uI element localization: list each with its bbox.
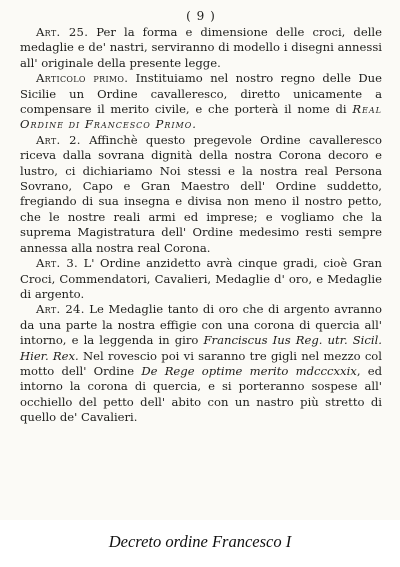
page-number: ( 9 ) xyxy=(186,9,216,23)
article-label: Art. 24. xyxy=(36,302,85,317)
order-name: Real Ordine di Francesco Primo. xyxy=(20,102,382,132)
article-text: Nel rovescio poi vi saranno tre gigli nel mezzo col motto dell' Ordine xyxy=(20,348,382,378)
article-text: Le Medaglie tanto di oro che di argento avranno da una parte la nostra effigie con una corona di quercia all' intorno, e la leggenda in giro xyxy=(20,302,382,348)
article-1 xyxy=(20,71,382,133)
order-motto: De Rege optime merito mdcccxxix xyxy=(141,363,357,378)
article-text: , ed intorno la corona di quercia, e si porteranno sospese all' occhiello del petto dell' abito con un nastro più stretto di quello de' Cavalieri. xyxy=(20,363,383,425)
article-label: Art. 3. xyxy=(36,256,79,271)
article-24 xyxy=(20,302,382,425)
article-label: Art. 2. xyxy=(36,132,81,147)
article-3 xyxy=(20,256,382,302)
image-caption: Decreto ordine Francesco I xyxy=(108,532,292,551)
medal-legend: Franciscus Ius Reg. utr. Sicil. Hier. Rex. xyxy=(20,333,382,363)
article-text: Per la forma e dimensione delle croci, delle medaglie e de' nastri, serviranno di modello i disegni annessi all' originale della presente legge. xyxy=(20,25,382,70)
article-25 xyxy=(20,25,382,71)
article-text: Affinchè questo pregevole Ordine cavalleresco riceva dalla sovrana dignità della nostra Corona decoro e lustro, ci dichiariamo Noi stessi e la nostra real Persona Sovrano, Capo e Gran Maestro dell' Ordine suddetto, fregiando di sua insegna e divisa non meno il nostro petto, che le nostre reali armi ed imprese; e vogliamo che la suprema Magistratura dell' Ordine medesimo resti sempre annessa alla nostra real Corona. xyxy=(20,132,382,255)
article-2 xyxy=(20,133,382,256)
article-text: Instituiamo nel nostro regno delle Due Sicilie un Ordine cavalleresco, diretto unicamente a compensare il merito civile, e che porterà il nome di xyxy=(20,71,383,117)
article-label: Art. 25. xyxy=(36,25,89,39)
article-label: Articolo primo. xyxy=(36,71,129,86)
article-text: L' Ordine anzidetto avrà cinque gradi, cioè Gran Croci, Commendatori, Cavalieri, Medaglie d' oro, e Medaglie di argento. xyxy=(20,256,382,301)
